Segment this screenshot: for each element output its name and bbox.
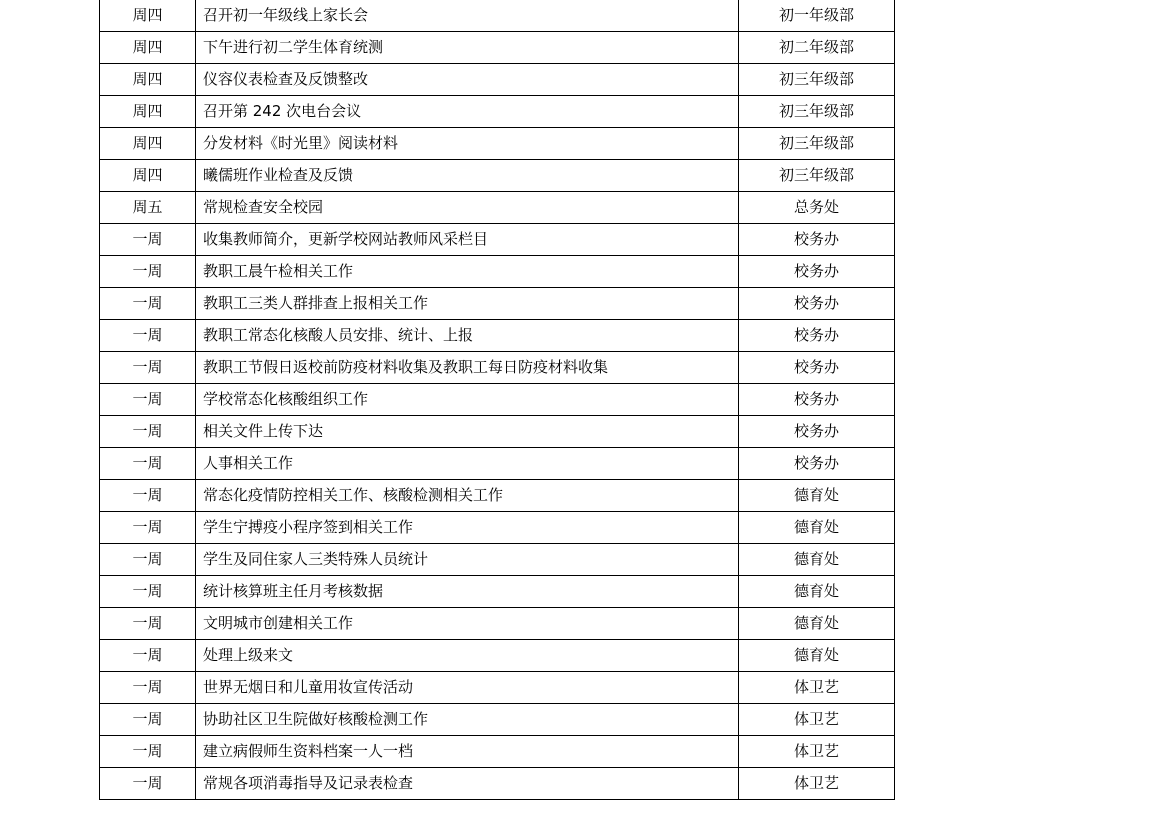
department-cell: 德育处 (739, 512, 895, 544)
table-row (100, 288, 895, 320)
task-cell: 收集教师简介，更新学校网站教师风采栏目 (196, 224, 739, 256)
department-cell: 初三年级部 (739, 160, 895, 192)
department-cell: 初三年级部 (739, 64, 895, 96)
department-cell: 德育处 (739, 576, 895, 608)
table-row (100, 608, 895, 640)
task-cell: 分发材料《时光里》阅读材料 (196, 128, 739, 160)
day-cell: 一周 (100, 672, 196, 704)
day-cell: 一周 (100, 288, 196, 320)
table-row (100, 224, 895, 256)
department-cell: 校务办 (739, 352, 895, 384)
table-row (100, 704, 895, 736)
day-cell: 周四 (100, 64, 196, 96)
day-cell: 一周 (100, 224, 196, 256)
day-cell: 周四 (100, 32, 196, 64)
task-cell: 召开第 242 次电台会议 (196, 96, 739, 128)
day-cell: 一周 (100, 256, 196, 288)
table-row (100, 352, 895, 384)
department-cell: 体卫艺 (739, 768, 895, 800)
task-cell: 下午进行初二学生体育统测 (196, 32, 739, 64)
department-cell: 体卫艺 (739, 736, 895, 768)
department-cell: 校务办 (739, 288, 895, 320)
task-cell: 教职工常态化核酸人员安排、统计、上报 (196, 320, 739, 352)
day-cell: 一周 (100, 544, 196, 576)
task-cell: 文明城市创建相关工作 (196, 608, 739, 640)
department-cell: 校务办 (739, 416, 895, 448)
task-cell: 相关文件上传下达 (196, 416, 739, 448)
table-row (100, 768, 895, 800)
department-cell: 校务办 (739, 256, 895, 288)
department-cell: 校务办 (739, 320, 895, 352)
task-cell: 建立病假师生资料档案一人一档 (196, 736, 739, 768)
day-cell: 一周 (100, 512, 196, 544)
task-cell: 仪容仪表检查及反馈整改 (196, 64, 739, 96)
department-cell: 校务办 (739, 384, 895, 416)
task-cell: 教职工三类人群排查上报相关工作 (196, 288, 739, 320)
task-cell: 常规检查安全校园 (196, 192, 739, 224)
table-row (100, 384, 895, 416)
task-cell: 曦儒班作业检查及反馈 (196, 160, 739, 192)
day-cell: 一周 (100, 384, 196, 416)
day-cell: 一周 (100, 320, 196, 352)
table-row (100, 672, 895, 704)
day-cell: 一周 (100, 704, 196, 736)
task-cell: 常态化疫情防控相关工作、核酸检测相关工作 (196, 480, 739, 512)
department-cell: 初三年级部 (739, 128, 895, 160)
day-cell: 周四 (100, 96, 196, 128)
table-row (100, 544, 895, 576)
task-cell: 世界无烟日和儿童用妆宣传活动 (196, 672, 739, 704)
day-cell: 一周 (100, 736, 196, 768)
task-cell: 处理上级来文 (196, 640, 739, 672)
day-cell: 一周 (100, 416, 196, 448)
department-cell: 德育处 (739, 608, 895, 640)
department-cell: 德育处 (739, 640, 895, 672)
task-cell: 常规各项消毒指导及记录表检查 (196, 768, 739, 800)
table-row (100, 416, 895, 448)
task-cell: 召开初一年级线上家长会 (196, 0, 739, 32)
task-cell: 教职工晨午检相关工作 (196, 256, 739, 288)
day-cell: 周五 (100, 192, 196, 224)
table-row (100, 320, 895, 352)
day-cell: 一周 (100, 352, 196, 384)
table-row (100, 640, 895, 672)
department-cell: 德育处 (739, 544, 895, 576)
department-cell: 初一年级部 (739, 0, 895, 32)
table-row (100, 0, 895, 32)
task-cell: 统计核算班主任月考核数据 (196, 576, 739, 608)
department-cell: 初三年级部 (739, 96, 895, 128)
table-row (100, 576, 895, 608)
task-cell: 学生及同住家人三类特殊人员统计 (196, 544, 739, 576)
department-cell: 德育处 (739, 480, 895, 512)
day-cell: 周四 (100, 160, 196, 192)
table-row (100, 32, 895, 64)
table-row (100, 512, 895, 544)
task-cell: 教职工节假日返校前防疫材料收集及教职工每日防疫材料收集 (196, 352, 739, 384)
table-row (100, 128, 895, 160)
day-cell: 一周 (100, 576, 196, 608)
day-cell: 一周 (100, 448, 196, 480)
table-row (100, 160, 895, 192)
schedule-table (99, 0, 895, 800)
department-cell: 体卫艺 (739, 672, 895, 704)
table-row (100, 736, 895, 768)
table-row (100, 448, 895, 480)
table-row (100, 64, 895, 96)
task-cell: 学校常态化核酸组织工作 (196, 384, 739, 416)
table-row (100, 480, 895, 512)
day-cell: 一周 (100, 608, 196, 640)
department-cell: 校务办 (739, 224, 895, 256)
table-row (100, 256, 895, 288)
day-cell: 一周 (100, 640, 196, 672)
department-cell: 体卫艺 (739, 704, 895, 736)
department-cell: 总务处 (739, 192, 895, 224)
day-cell: 周四 (100, 128, 196, 160)
day-cell: 一周 (100, 480, 196, 512)
day-cell: 一周 (100, 768, 196, 800)
schedule-table-body (100, 0, 895, 800)
day-cell: 周四 (100, 0, 196, 32)
table-row (100, 96, 895, 128)
department-cell: 校务办 (739, 448, 895, 480)
task-cell: 协助社区卫生院做好核酸检测工作 (196, 704, 739, 736)
table-row (100, 192, 895, 224)
task-cell: 人事相关工作 (196, 448, 739, 480)
task-cell: 学生宁搏疫小程序签到相关工作 (196, 512, 739, 544)
department-cell: 初二年级部 (739, 32, 895, 64)
